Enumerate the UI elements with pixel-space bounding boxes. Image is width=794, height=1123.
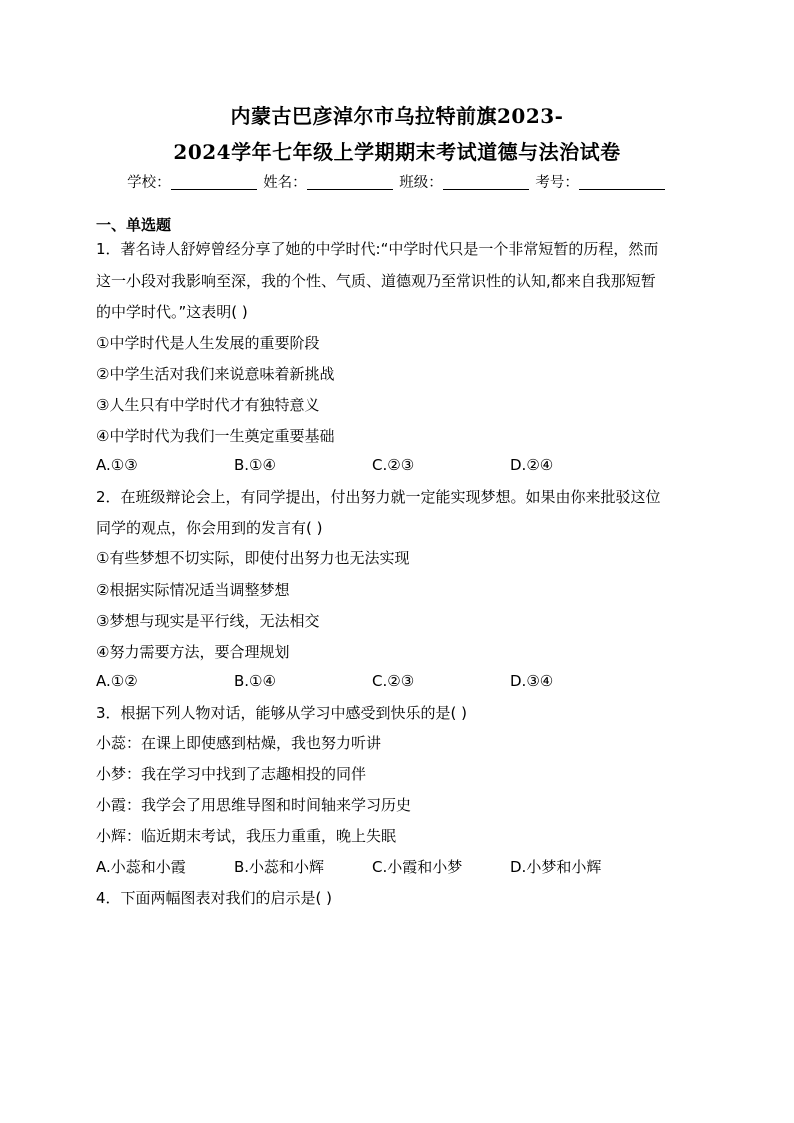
name-label: 姓名： (263, 175, 307, 191)
q4-stem-line1: 4．下面两幅图表对我们的启示是( ) (96, 889, 333, 907)
q3-item-1: 小蕊：在课上即使感到枯燥，我也努力听讲 (96, 734, 382, 752)
q3-item-4: 小辉：临近期末考试，我压力重重，晚上失眠 (96, 827, 397, 845)
q3-option-d[interactable]: D.小梦和小辉 (510, 858, 602, 876)
student-info-row (0, 171, 794, 192)
q2-option-a[interactable]: A.①② (96, 672, 138, 690)
q3-option-b[interactable]: B.小蕊和小辉 (234, 858, 325, 876)
exam-number-blank[interactable] (579, 175, 665, 190)
school-blank[interactable] (171, 175, 257, 190)
q1-item-2: ②中学生活对我们来说意味着新挑战 (96, 365, 335, 383)
q2-item-4: ④努力需要方法，要合理规划 (96, 643, 290, 661)
q1-item-4: ④中学时代为我们一生奠定重要基础 (96, 427, 335, 445)
q1-option-d[interactable]: D.②④ (510, 456, 554, 474)
q3-option-a[interactable]: A.小蕊和小霞 (96, 858, 186, 876)
q1-option-c[interactable]: C.②③ (372, 456, 415, 474)
q2-stem-line1: 2．在班级辩论会上，有同学提出，付出努力就一定能实现梦想。如果由你来批驳这位 (96, 488, 661, 506)
q3-item-3: 小霞：我学会了用思维导图和时间轴来学习历史 (96, 796, 412, 814)
q1-stem-line3: 的中学时代。”这表明( ) (96, 303, 248, 321)
q1-item-1: ①中学时代是人生发展的重要阶段 (96, 334, 320, 352)
q3-option-c[interactable]: C.小霞和小梦 (372, 858, 463, 876)
section-heading: 一、单选题 (96, 216, 172, 234)
q2-item-1: ①有些梦想不切实际，即使付出努力也无法实现 (96, 549, 410, 567)
school-label: 学校： (127, 175, 171, 191)
class-label: 班级： (399, 175, 443, 191)
q2-item-3: ③梦想与现实是平行线，无法相交 (96, 612, 320, 630)
exam-number-label: 考号： (535, 175, 579, 191)
q2-option-d[interactable]: D.③④ (510, 672, 554, 690)
q2-item-2: ②根据实际情况适当调整梦想 (96, 581, 290, 599)
exam-title-line1: 内蒙古巴彦淖尔市乌拉特前旗2023- (230, 104, 564, 128)
q2-stem-line2: 同学的观点，你会用到的发言有( ) (96, 519, 323, 537)
q1-stem-line2: 这一小段对我影响至深，我的个性、气质、道德观乃至常识性的认知,都来自我那短暂 (96, 272, 656, 290)
name-blank[interactable] (307, 175, 393, 190)
class-blank[interactable] (443, 175, 529, 190)
q3-item-2: 小梦：我在学习中找到了志趣相投的同伴 (96, 765, 367, 783)
q3-stem-line1: 3．根据下列人物对话，能够从学习中感受到快乐的是( ) (96, 704, 468, 722)
q1-item-3: ③人生只有中学时代才有独特意义 (96, 396, 320, 414)
q1-option-a[interactable]: A.①③ (96, 456, 138, 474)
q2-option-b[interactable]: B.①④ (234, 672, 276, 690)
q1-option-b[interactable]: B.①④ (234, 456, 276, 474)
exam-title-line2: 2024学年七年级上学期期末考试道德与法治试卷 (173, 140, 621, 164)
q1-stem-line1: 1．著名诗人舒婷曾经分享了她的中学时代:“中学时代只是一个非常短暂的历程，然而 (96, 240, 659, 258)
q2-option-c[interactable]: C.②③ (372, 672, 415, 690)
